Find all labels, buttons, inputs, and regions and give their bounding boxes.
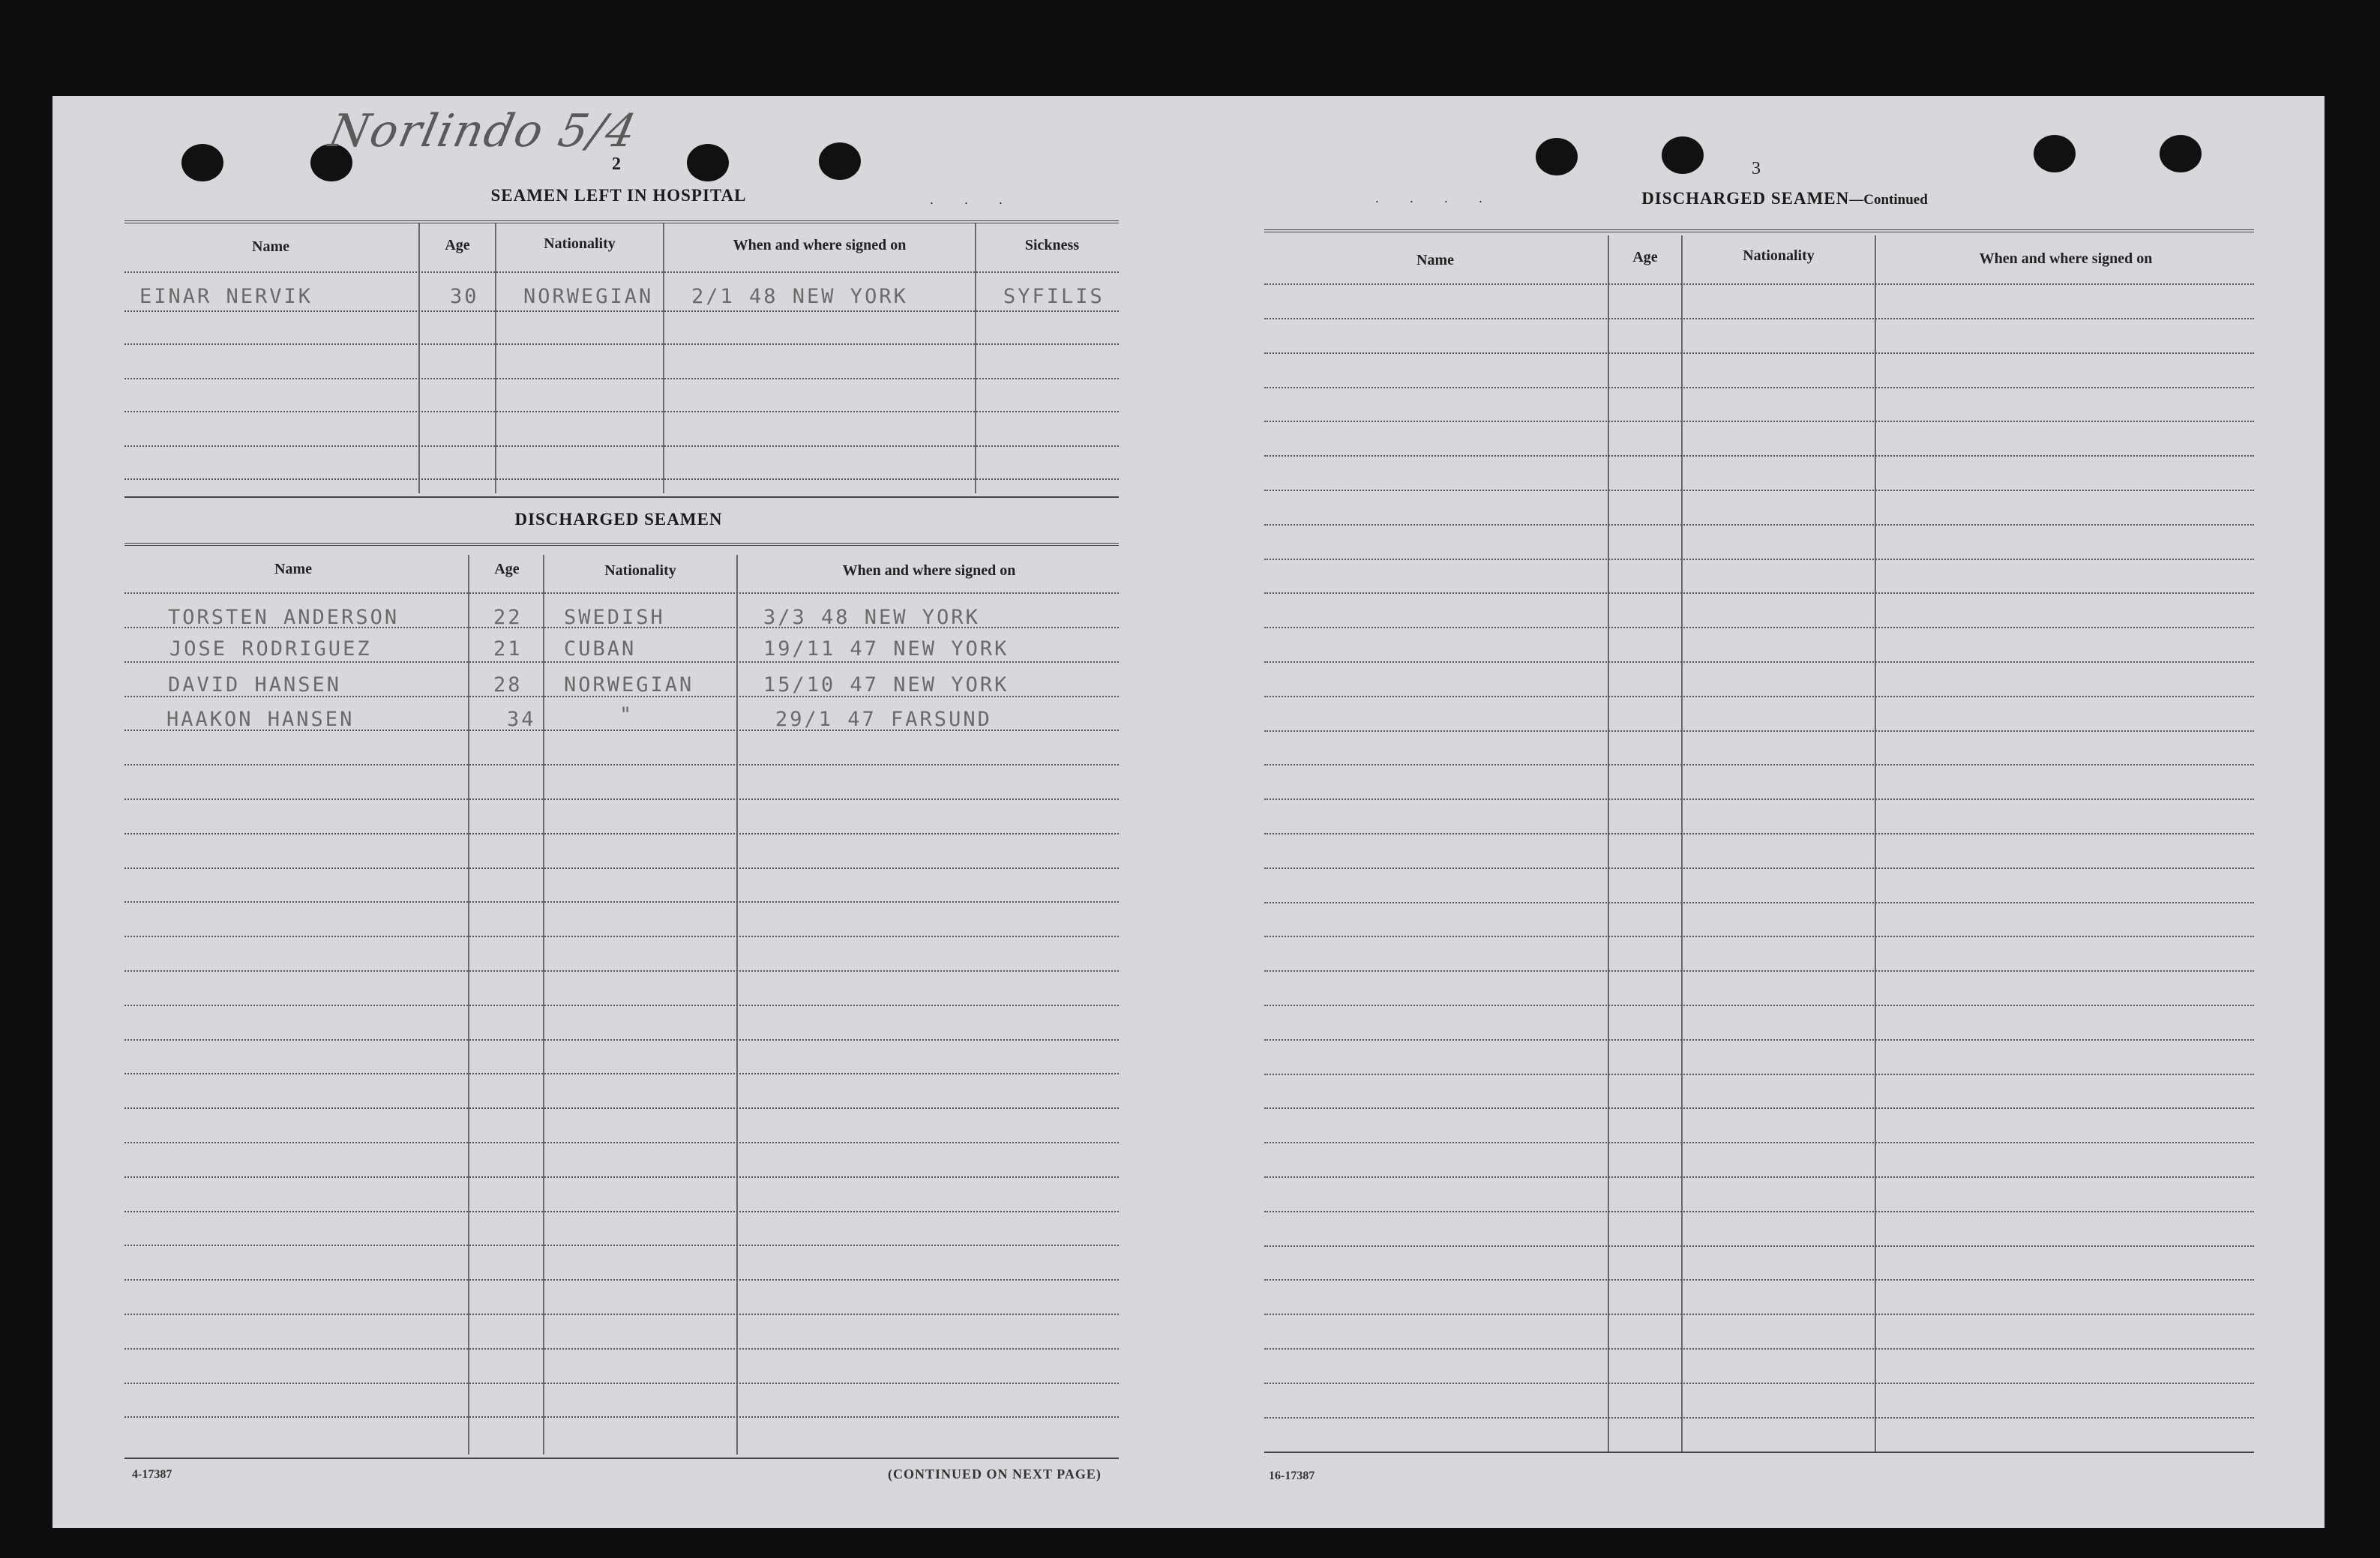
row-rule — [1264, 1039, 2254, 1041]
form-number-left: 4-17387 — [132, 1468, 172, 1481]
punch-hole — [1662, 136, 1704, 174]
punch-hole — [819, 142, 861, 180]
punch-hole — [181, 144, 223, 181]
row-rule — [124, 1005, 1119, 1006]
row-rule — [124, 1348, 1119, 1350]
hospital-col-divider — [495, 223, 496, 493]
hospital-col-signed-on: When and where signed on — [733, 237, 907, 253]
row-rule — [1264, 1005, 2254, 1006]
row-rule — [124, 1039, 1119, 1041]
discharged-name-cell: HAAKON HANSEN — [166, 708, 355, 731]
row-rule — [1264, 970, 2254, 972]
row-rule — [124, 901, 1119, 903]
discharged-section-title: DISCHARGED SEAMEN — [514, 510, 723, 529]
hospital-signed-on-cell: 2/1 48 NEW YORK — [691, 285, 908, 308]
right-table-top-rule — [1264, 229, 2254, 232]
row-rule — [124, 1176, 1119, 1178]
hospital-col-nationality: Nationality — [544, 235, 616, 252]
row-rule — [1264, 1383, 2254, 1384]
discharged-col-signed-on: When and where signed on — [842, 562, 1016, 579]
hospital-table-bottom-rule — [124, 496, 1119, 498]
row-rule — [124, 661, 1119, 663]
handwritten-annotation: Norlindo 5/4 — [324, 105, 642, 157]
row-rule — [1264, 1279, 2254, 1281]
row-rule — [1264, 592, 2254, 594]
hospital-header-rule — [124, 271, 1119, 273]
row-rule — [1264, 1176, 2254, 1178]
row-rule — [124, 1279, 1119, 1281]
row-rule — [1264, 1348, 2254, 1350]
header-rule — [124, 592, 1119, 594]
row-rule — [124, 1383, 1119, 1384]
hospital-col-divider — [975, 223, 976, 493]
discharged-signed-on-cell: 29/1 47 FARSUND — [775, 708, 992, 731]
right-col-signed-on: When and where signed on — [1979, 250, 2153, 267]
hospital-row-rule — [124, 445, 1119, 447]
right-col-nationality: Nationality — [1743, 247, 1815, 264]
form-number-right: 16-17387 — [1269, 1470, 1315, 1482]
hospital-section-title: SEAMEN LEFT IN HOSPITAL — [490, 186, 747, 205]
row-rule — [124, 798, 1119, 800]
row-rule — [124, 833, 1119, 834]
hospital-row-rule — [124, 343, 1119, 345]
discharged-nationality-cell: CUBAN — [564, 637, 637, 661]
hospital-col-divider — [663, 223, 664, 493]
row-rule — [1264, 936, 2254, 937]
hospital-sickness-cell: SYFILIS — [1003, 285, 1105, 308]
discharged-col-nationality: Nationality — [604, 562, 676, 579]
row-rule — [1264, 1142, 2254, 1143]
row-rule — [124, 1245, 1119, 1246]
row-rule — [1264, 421, 2254, 422]
discharged-table-top-rule — [124, 543, 1119, 546]
bottom-rule — [124, 1458, 1119, 1459]
hospital-nationality-cell: NORWEGIAN — [523, 285, 654, 308]
discharged-name-cell: JOSE RODRIGUEZ — [169, 637, 372, 661]
row-rule — [1264, 902, 2254, 903]
printer-marks: . . . . — [1375, 190, 1497, 205]
right-col-divider — [1608, 235, 1609, 1453]
row-rule — [1264, 1417, 2254, 1419]
row-rule — [124, 764, 1119, 766]
hospital-name-cell: EINAR NERVIK — [139, 285, 313, 308]
row-rule — [1264, 1211, 2254, 1212]
page-number-right: 3 — [1752, 159, 1761, 178]
row-rule — [1264, 387, 2254, 388]
printer-marks: . . . — [930, 192, 1017, 207]
row-rule — [124, 1416, 1119, 1418]
punch-hole — [2034, 135, 2076, 172]
row-rule — [1264, 696, 2254, 697]
row-rule — [1264, 833, 2254, 834]
row-rule — [1264, 730, 2254, 732]
page-number-left: 2 — [612, 154, 621, 174]
discharged-signed-on-cell: 3/3 48 NEW YORK — [763, 606, 980, 629]
row-rule — [1264, 455, 2254, 457]
row-rule — [1264, 318, 2254, 319]
discharged-continued-title-main: DISCHARGED SEAMEN — [1641, 189, 1850, 208]
continued-note: (CONTINUED ON NEXT PAGE) — [888, 1467, 1102, 1482]
row-rule — [1264, 524, 2254, 526]
discharged-age-cell: 21 — [493, 637, 523, 661]
discharged-nationality-cell: " — [619, 703, 634, 727]
discharged-name-cell: DAVID HANSEN — [168, 673, 342, 697]
bottom-rule — [1264, 1452, 2254, 1453]
discharged-signed-on-cell: 19/11 47 NEW YORK — [763, 637, 1009, 661]
discharged-signed-on-cell: 15/10 47 NEW YORK — [763, 673, 1009, 697]
row-rule — [1264, 1245, 2254, 1247]
row-rule — [124, 1142, 1119, 1143]
row-rule — [1264, 627, 2254, 628]
row-rule — [1264, 559, 2254, 560]
discharged-age-cell: 34 — [507, 708, 536, 731]
hospital-row-rule — [124, 478, 1119, 480]
row-rule — [1264, 1074, 2254, 1075]
discharged-continued-title — [1545, 189, 2025, 208]
row-rule — [124, 970, 1119, 972]
right-col-age: Age — [1632, 249, 1658, 265]
right-col-name: Name — [1416, 252, 1454, 268]
hospital-col-name: Name — [252, 238, 289, 255]
hospital-row-rule — [124, 378, 1119, 379]
right-col-divider — [1681, 235, 1683, 1453]
punch-hole — [1536, 138, 1578, 175]
discharged-continued-title-suffix: —Continued — [1849, 192, 1928, 208]
right-col-divider — [1875, 235, 1876, 1453]
punch-hole — [687, 144, 729, 181]
row-rule — [1264, 798, 2254, 800]
row-rule — [124, 936, 1119, 937]
row-rule — [1264, 867, 2254, 869]
hospital-col-age: Age — [445, 237, 470, 253]
row-rule — [1264, 352, 2254, 354]
discharged-name-cell: TORSTEN ANDERSON — [168, 606, 400, 629]
discharged-col-age: Age — [494, 561, 520, 577]
punch-hole — [2160, 135, 2202, 172]
discharged-nationality-cell: NORWEGIAN — [564, 673, 694, 697]
row-rule — [124, 1107, 1119, 1109]
row-rule — [1264, 1314, 2254, 1315]
row-rule — [1264, 661, 2254, 663]
hospital-row-rule — [124, 411, 1119, 412]
hospital-table-top-rule — [124, 220, 1119, 223]
hospital-row-rule — [124, 310, 1119, 312]
discharged-col-name: Name — [274, 561, 312, 577]
hospital-col-divider — [418, 223, 420, 493]
row-rule — [1264, 490, 2254, 491]
row-rule — [124, 1211, 1119, 1212]
discharged-nationality-cell: SWEDISH — [564, 606, 665, 629]
discharged-age-cell: 22 — [493, 606, 523, 629]
hospital-age-cell: 30 — [450, 285, 479, 308]
header-rule — [1264, 283, 2254, 285]
row-rule — [124, 1073, 1119, 1074]
row-rule — [124, 867, 1119, 869]
row-rule — [1264, 764, 2254, 766]
row-rule — [1264, 1107, 2254, 1109]
hospital-col-sickness: Sickness — [1024, 237, 1080, 253]
discharged-age-cell: 28 — [493, 673, 523, 697]
row-rule — [124, 1314, 1119, 1315]
